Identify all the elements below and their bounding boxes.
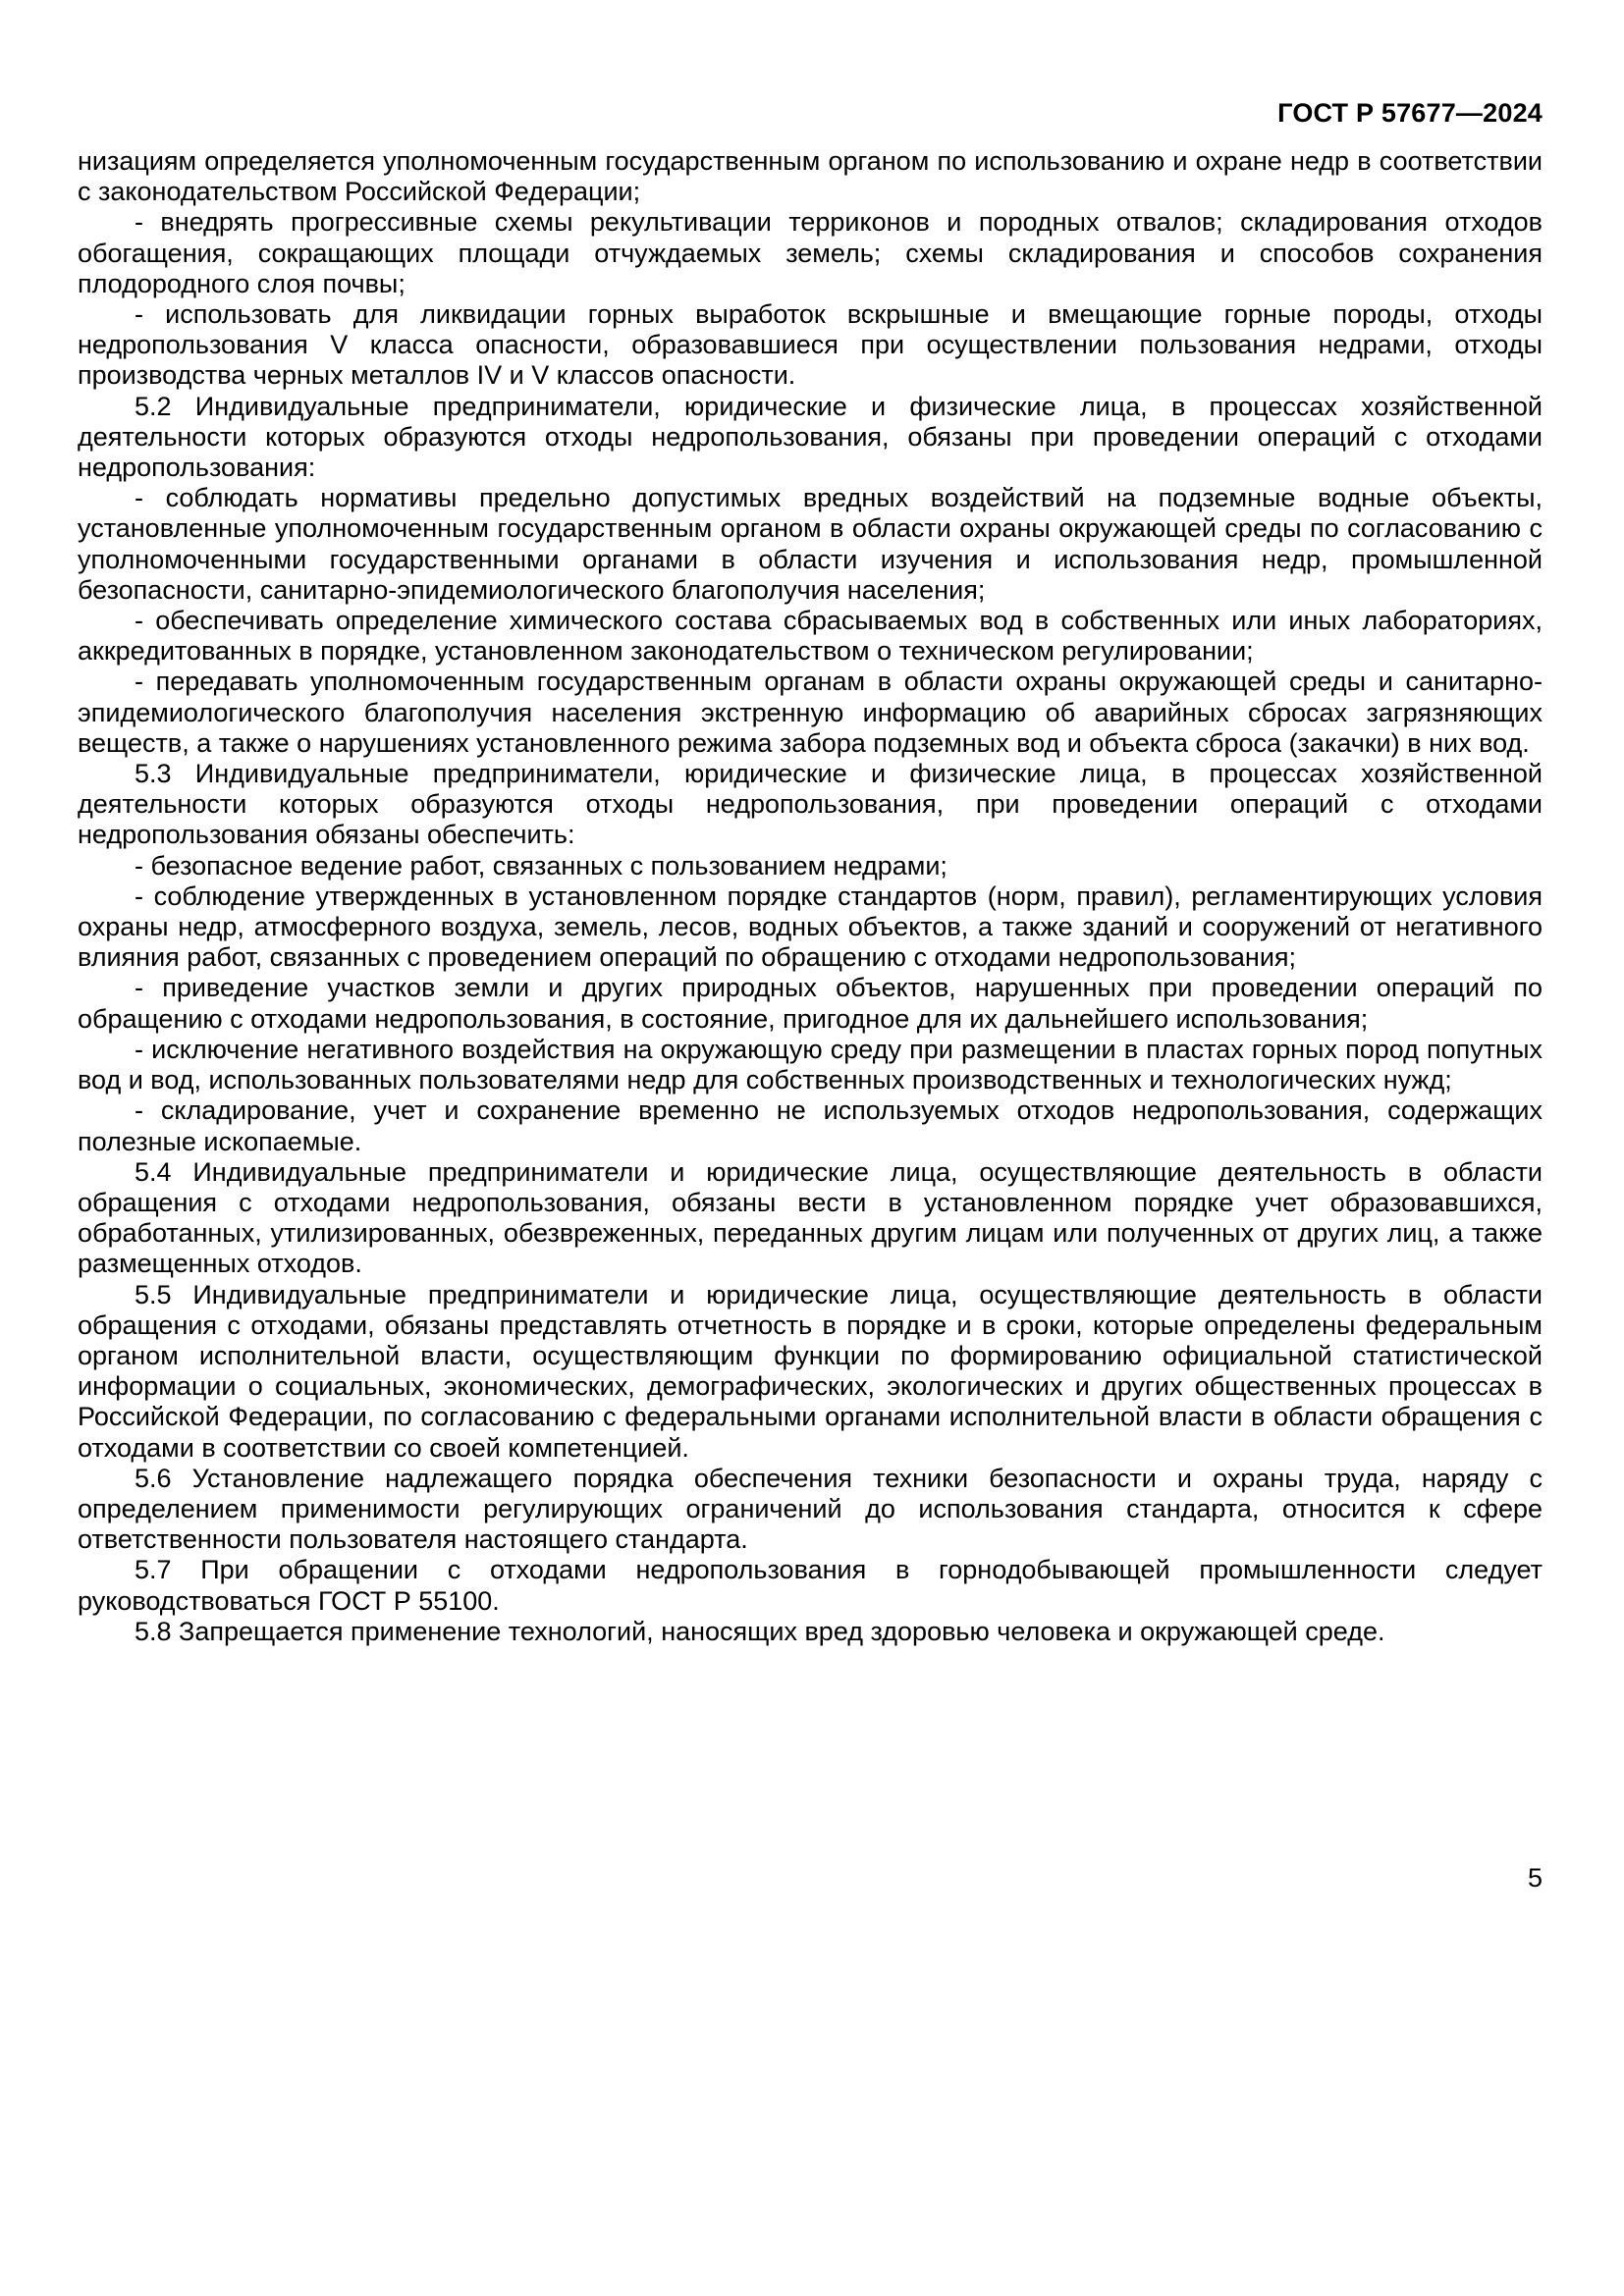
clause-paragraph-5-8: 5.8 Запрещается применение технологий, наносящих вред здоровью человека и окружающей среде. [135,1616,1385,1646]
list-item-dash: - внедрять прогрессивные схемы рекультивации терриконов и породных отвалов; складирования отходов обогащения, сокращающих площади отчуждаемых земель; схемы складирования и способов сохранения плодородного слоя почвы; [78,207,1543,298]
page-footer [78,1863,1543,1894]
list-item-dash: - соблюдать нормативы предельно допустимых вредных воздействий на подземные водные объекты, установленные уполномоченным государственным органом в области охраны окружающей среды по согласованию с уполномоченными государственными органами в области изучения и использования недр, промышленной безопасности, санитарно-эпидемиологического благополучия населения; [78,483,1543,605]
list-item-dash: - складирование, учет и сохранение временно не используемых отходов недропользования, содержащих полезные ископаемые. [78,1095,1543,1156]
clause-paragraph-5-7: 5.7 При обращении с отходами недропользования в горнодобывающей промышленности следует руководствоваться ГОСТ Р 55100. [78,1555,1543,1616]
paragraph-continuation: низациям определяется уполномоченным государственным органом по использованию и охране недр в соответствии с законодательством Российской Федерации; [78,146,1543,207]
list-item-dash: - исключение негативного воздействия на окружающую среду при размещении в пластах горных пород попутных вод и вод, использованных пользователями недр для собственных производственных и технологических нужд; [78,1034,1543,1095]
clause-paragraph-5-3: 5.3 Индивидуальные предприниматели, юридические и физические лица, в процессах хозяйственной деятельности которых образуются отходы недропользования, при проведении операций с отходами недропользования обязаны обеспечить: [78,759,1543,850]
list-item-dash: - приведение участков земли и других природных объектов, нарушенных при проведении операций по обращению с отходами недропользования, в состояние, пригодное для их дальнейшего использования; [78,973,1543,1034]
page-header [78,98,1543,129]
page-number: 5 [1527,1863,1543,1893]
clause-paragraph-5-4: 5.4 Индивидуальные предприниматели и юридические лица, осуществляющие деятельность в области обращения с отходами недропользования, обязаны вести в установленном порядке учет образовавшихся, обработанных, утилизированных, обезвреженных, переданных другим лицам или полученных от других лиц, а также размещенных отходов. [78,1156,1543,1279]
clause-paragraph-5-5: 5.5 Индивидуальные предприниматели и юридические лица, осуществляющие деятельность в области обращения с отходами, обязаны представлять отчетность в порядке и в сроки, которые определены федеральным органом исполнительной власти, осуществляющим функции по формированию официальной статистической информации о социальных, экономических, демографических, экологических и других общественных процессах в Российской Федерации, по согласованию с федеральными органами исполнительной власти в области обращения с отходами в соответствии со своей компетенцией. [78,1279,1543,1463]
document-code: ГОСТ Р 57677—2024 [1277,98,1543,128]
list-item-dash: - безопасное ведение работ, связанных с пользованием недрами; [135,850,947,881]
clause-paragraph-5-6: 5.6 Установление надлежащего порядка обеспечения техники безопасности и охраны труда, наряду с определением применимости регулирующих ограничений до использования стандарта, относится к сфере ответственности пользователя настоящего стандарта. [78,1463,1543,1555]
list-item-dash: - передавать уполномоченным государственным органам в области охраны окружающей среды и санитарно-эпидемиологического благополучия населения экстренную информацию об аварийных сбросах загрязняющих веществ, а также о нарушениях установленного режима забора подземных вод и объекта сброса (закачки) в них вод. [78,667,1543,758]
list-item-dash: - соблюдение утвержденных в установленном порядке стандартов (норм, правил), регламентирующих условия охраны недр, атмосферного воздуха, земель, лесов, водных объектов, а также зданий и сооружений от негативного влияния работ, связанных с проведением операций по обращению с отходами недропользования; [78,881,1543,973]
document-body [78,146,1543,1647]
clause-paragraph-5-2: 5.2 Индивидуальные предприниматели, юридические и физические лица, в процессах хозяйственной деятельности которых образуются отходы недропользования, обязаны при проведении операций с отходами недропользования: [78,391,1543,483]
list-item-dash: - использовать для ликвидации горных выработок вскрышные и вмещающие горные породы, отходы недропользования V класса опасности, образовавшиеся при осуществлении пользования недрами, отходы производства черных металлов IV и V классов опасности. [78,299,1543,391]
list-item-dash: - обеспечивать определение химического состава сбрасываемых вод в собственных или иных лабораториях, аккредитованных в порядке, установленном законодательством о техническом регулировании; [78,606,1543,667]
